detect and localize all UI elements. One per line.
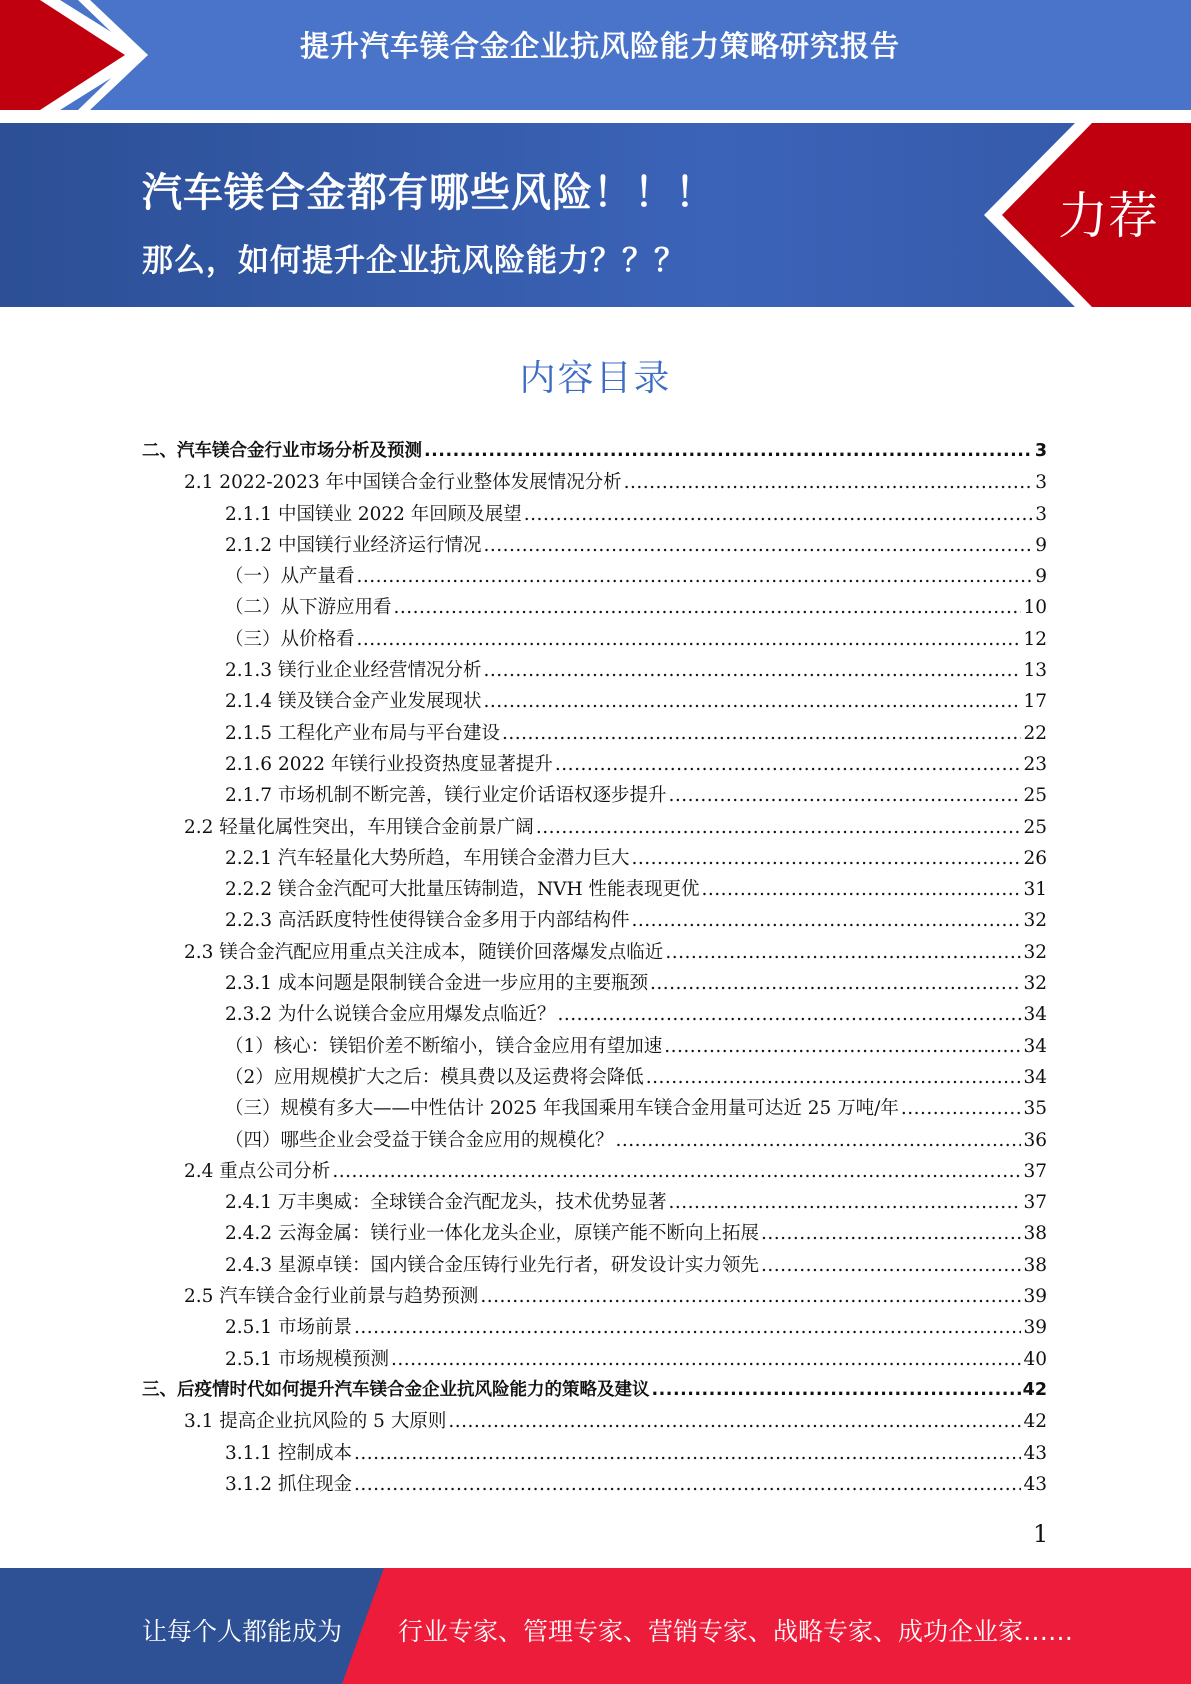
- toc-entry[interactable]: [142, 1313, 1047, 1344]
- toc-entry-page: 3: [1035, 503, 1047, 525]
- toc-leader-dots: [664, 1036, 1021, 1057]
- toc-entry[interactable]: [142, 687, 1047, 718]
- toc-entry-page: 26: [1023, 847, 1047, 869]
- toc-entry[interactable]: [142, 906, 1047, 937]
- toc-leader-dots: [901, 1098, 1022, 1119]
- toc-leader-dots: [524, 504, 1033, 525]
- toc-entry-page: 32: [1023, 910, 1047, 932]
- toc-leader-dots: [631, 910, 1021, 931]
- toc-entry-title: 3.1.2 抓住现金: [225, 1473, 352, 1495]
- page-number: 1: [1033, 1520, 1049, 1548]
- toc-entry[interactable]: [142, 1407, 1047, 1438]
- toc-entry[interactable]: [142, 1470, 1047, 1501]
- toc-entry[interactable]: [142, 1345, 1047, 1376]
- toc-leader-dots: [354, 1317, 1022, 1338]
- toc-entry-title: 2.4.3 星源卓镁：国内镁合金压铸行业先行者，研发设计实力领先: [225, 1254, 759, 1276]
- toc-leader-dots: [394, 597, 1022, 618]
- toc-entry-page: 36: [1023, 1129, 1047, 1151]
- toc-leader-dots: [616, 1130, 1022, 1151]
- toc-entry[interactable]: [142, 1376, 1047, 1407]
- toc-entry-title: （2）应用规模扩大之后：模具费以及运费将会降低: [225, 1066, 644, 1088]
- toc-entry-title: 2.1.7 市场机制不断完善，镁行业定价话语权逐步提升: [225, 785, 667, 807]
- toc-entry-page: 38: [1023, 1223, 1047, 1245]
- toc-leader-dots: [357, 629, 1022, 650]
- toc-leader-dots: [354, 1443, 1022, 1464]
- toc-entry-title: 二、汽车镁合金行业市场分析及预测: [142, 441, 422, 461]
- toc-entry-title: 2.2.3 高活跃度特性使得镁合金多用于内部结构件: [225, 910, 630, 932]
- toc-entry-title: 3.1 提高企业抗风险的 5 大原则: [184, 1411, 447, 1433]
- toc-entry[interactable]: [142, 625, 1047, 656]
- toc-entry-title: 2.2.2 镁合金汽配可大批量压铸制造，NVH 性能表现更优: [225, 879, 700, 901]
- toc-entry-page: 10: [1023, 597, 1047, 619]
- toc-leader-dots: [480, 1286, 1021, 1307]
- toc-leader-dots: [650, 973, 1021, 994]
- toc-entry-page: 9: [1035, 566, 1047, 588]
- toc-entry-title: 2.3 镁合金汽配应用重点关注成本，随镁价回落爆发点临近: [184, 941, 664, 963]
- toc-entry-title: 2.1 2022-2023 年中国镁合金行业整体发展情况分析: [184, 472, 622, 494]
- table-of-contents: [142, 437, 1047, 1501]
- toc-entry-title: （一）从产量看: [225, 566, 355, 588]
- toc-leader-dots: [624, 472, 1034, 493]
- toc-entry-page: 17: [1023, 691, 1047, 713]
- toc-entry-title: 2.1.6 2022 年镁行业投资热度显著提升: [225, 753, 553, 775]
- toc-entry[interactable]: [142, 1094, 1047, 1125]
- toc-entry-page: 40: [1023, 1348, 1047, 1370]
- toc-entry-page: 31: [1023, 879, 1047, 901]
- toc-entry-title: 2.1.2 中国镁行业经济运行情况: [225, 534, 482, 556]
- toc-entry[interactable]: [142, 531, 1047, 562]
- toc-entry[interactable]: [142, 781, 1047, 812]
- toc-entry-page: 13: [1023, 660, 1047, 682]
- toc-entry-title: （二）从下游应用看: [225, 597, 392, 619]
- toc-entry[interactable]: [142, 1251, 1047, 1282]
- toc-entry[interactable]: [142, 1282, 1047, 1313]
- toc-leader-dots: [483, 535, 1033, 556]
- toc-leader-dots: [424, 441, 1033, 461]
- toc-leader-dots: [483, 691, 1021, 712]
- toc-leader-dots: [536, 817, 1022, 838]
- toc-leader-dots: [357, 566, 1034, 587]
- toc-entry-title: 2.5 汽车镁合金行业前景与趋势预测: [184, 1286, 479, 1308]
- toc-entry-title: 2.3.2 为什么说镁合金应用爆发点临近？: [225, 1004, 556, 1026]
- toc-entry-page: 42: [1023, 1411, 1047, 1433]
- toc-entry-page: 25: [1023, 816, 1047, 838]
- toc-leader-dots: [332, 1161, 1021, 1182]
- toc-entry-page: 3: [1035, 472, 1047, 494]
- report-title: 提升汽车镁合金企业抗风险能力策略研究报告: [299, 29, 900, 63]
- toc-entry-page: 35: [1023, 1098, 1047, 1120]
- hero-headline: 汽车镁合金都有哪些风险！！！: [142, 170, 716, 216]
- toc-entry-title: 2.4.1 万丰奥威：全球镁合金汽配龙头，技术优势显著: [225, 1192, 667, 1214]
- toc-entry-title: （三）规模有多大——中性估计 2025 年我国乘用车镁合金用量可达近 25 万吨/年: [225, 1098, 899, 1120]
- toc-leader-dots: [631, 848, 1021, 869]
- toc-entry[interactable]: [142, 750, 1047, 781]
- toc-entry-title: 2.3.1 成本问题是限制镁合金进一步应用的主要瓶颈: [225, 973, 648, 995]
- toc-leader-dots: [646, 1067, 1022, 1088]
- toc-leader-dots: [761, 1255, 1021, 1276]
- toc-leader-dots: [652, 1380, 1021, 1400]
- toc-entry-page: 32: [1023, 973, 1047, 995]
- toc-entry-page: 34: [1023, 1066, 1047, 1088]
- toc-entry-title: 2.5.1 市场前景: [225, 1317, 352, 1339]
- toc-entry-title: 2.1.1 中国镁业 2022 年回顾及展望: [225, 503, 522, 525]
- toc-entry-page: 39: [1023, 1286, 1047, 1308]
- toc-leader-dots: [761, 1223, 1021, 1244]
- toc-entry-page: 37: [1023, 1160, 1047, 1182]
- toc-entry-title: 2.4 重点公司分析: [184, 1160, 331, 1182]
- toc-entry-title: 2.2.1 汽车轻量化大势所趋，车用镁合金潜力巨大: [225, 847, 630, 869]
- top-left-arrow-decoration: [0, 0, 150, 110]
- toc-entry[interactable]: [142, 938, 1047, 969]
- toc-entry[interactable]: [142, 875, 1047, 906]
- toc-entry-page: 12: [1023, 628, 1047, 650]
- toc-entry-page: 43: [1023, 1442, 1047, 1464]
- toc-entry[interactable]: [142, 1000, 1047, 1031]
- toc-leader-dots: [668, 1192, 1021, 1213]
- toc-entry-title: 2.4.2 云海金属：镁行业一体化龙头企业，原镁产能不断向上拓展: [225, 1223, 759, 1245]
- toc-entry-page: 3: [1034, 441, 1047, 461]
- toc-entry[interactable]: [142, 468, 1047, 499]
- toc-leader-dots: [668, 785, 1021, 806]
- footer-slogan-right: 行业专家、管理专家、营销专家、战略专家、成功企业家……: [398, 1617, 1074, 1646]
- toc-leader-dots: [555, 754, 1022, 775]
- toc-entry-page: 23: [1023, 753, 1047, 775]
- toc-entry-page: 34: [1023, 1004, 1047, 1026]
- toc-entry[interactable]: [142, 500, 1047, 531]
- toc-entry-title: （四）哪些企业会受益于镁合金应用的规模化？: [225, 1129, 614, 1151]
- toc-entry-page: 32: [1023, 941, 1047, 963]
- toc-leader-dots: [391, 1349, 1021, 1370]
- recommend-badge-label: 力荐: [1058, 187, 1158, 245]
- toc-entry[interactable]: [142, 1032, 1047, 1063]
- toc-entry[interactable]: [142, 844, 1047, 875]
- toc-entry-page: 43: [1023, 1473, 1047, 1495]
- toc-entry-page: 34: [1023, 1035, 1047, 1057]
- toc-entry[interactable]: [142, 437, 1047, 468]
- toc-entry-title: （1）核心：镁铝价差不断缩小，镁合金应用有望加速: [225, 1035, 663, 1057]
- toc-leader-dots: [448, 1411, 1021, 1432]
- toc-entry-page: 9: [1035, 534, 1047, 556]
- toc-leader-dots: [354, 1474, 1022, 1495]
- toc-entry[interactable]: [142, 1439, 1047, 1470]
- toc-entry-page: 25: [1023, 785, 1047, 807]
- toc-entry-title: 2.1.3 镁行业企业经营情况分析: [225, 660, 482, 682]
- toc-entry-title: 三、后疫情时代如何提升汽车镁合金企业抗风险能力的策略及建议: [142, 1379, 650, 1400]
- toc-entry[interactable]: [142, 562, 1047, 593]
- toc-entry[interactable]: [142, 1188, 1047, 1219]
- toc-entry-title: （三）从价格看: [225, 628, 355, 650]
- toc-leader-dots: [483, 660, 1021, 681]
- toc-entry[interactable]: [142, 593, 1047, 624]
- toc-entry-title: 2.2 轻量化属性突出，车用镁合金前景广阔: [184, 816, 534, 838]
- footer-slogan-left: 让每个人都能成为: [142, 1617, 343, 1646]
- toc-entry-title: 2.1.5 工程化产业布局与平台建设: [225, 722, 500, 744]
- toc-entry[interactable]: [142, 1157, 1047, 1188]
- toc-entry[interactable]: [142, 656, 1047, 687]
- toc-entry-title: 2.1.4 镁及镁合金产业发展现状: [225, 691, 482, 713]
- toc-entry-title: 3.1.1 控制成本: [225, 1442, 352, 1464]
- toc-entry[interactable]: [142, 1126, 1047, 1157]
- hero-subheadline: 那么，如何提升企业抗风险能力？？？: [142, 243, 686, 279]
- toc-leader-dots: [702, 879, 1022, 900]
- toc-entry-title: 2.5.1 市场规模预测: [225, 1348, 389, 1370]
- toc-entry[interactable]: [142, 969, 1047, 1000]
- toc-entry[interactable]: [142, 719, 1047, 750]
- toc-title: 内容目录: [519, 358, 672, 399]
- toc-entry[interactable]: [142, 1063, 1047, 1094]
- toc-entry-page: 22: [1023, 722, 1047, 744]
- toc-entry[interactable]: [142, 813, 1047, 844]
- toc-leader-dots: [557, 1004, 1021, 1025]
- toc-entry-page: 37: [1023, 1192, 1047, 1214]
- toc-entry[interactable]: [142, 1219, 1047, 1250]
- toc-leader-dots: [665, 942, 1021, 963]
- toc-entry-page: 42: [1022, 1379, 1047, 1400]
- toc-entry-page: 38: [1023, 1254, 1047, 1276]
- toc-entry-page: 39: [1023, 1317, 1047, 1339]
- toc-leader-dots: [502, 723, 1021, 744]
